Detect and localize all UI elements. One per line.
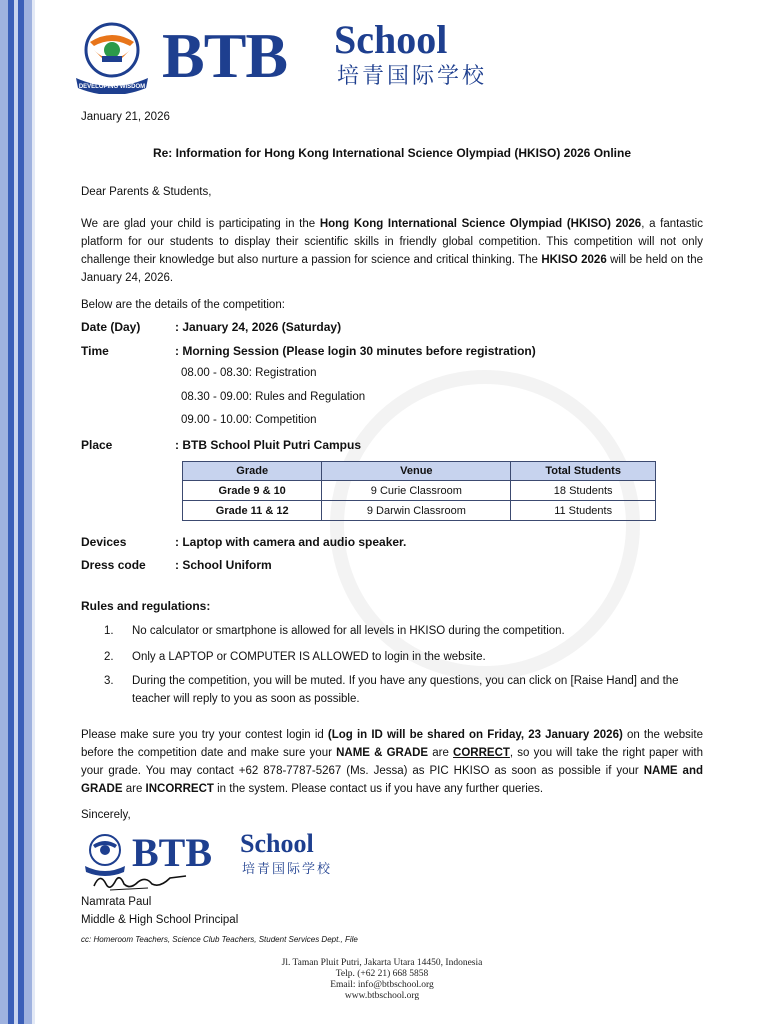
letter-subject: Re: Information for Hong Kong International Science Olympiad (HKISO) 2026 Online [152,146,632,160]
rules-title: Rules and regulations: [81,599,211,613]
details-intro: Below are the details of the competition: [81,299,285,311]
footer-address: Jl. Taman Pluit Putri, Jakarta Utara 14450, Indonesia [281,958,483,968]
schedule-item: 08.30 - 09.00: Rules and Regulation [181,391,366,403]
footer-phone: Telp. (+62 21) 668 5858 [335,969,429,979]
detail-place [81,438,361,452]
school-logo [72,16,492,96]
detail-label: Time [81,344,109,358]
table-row [183,481,656,501]
table-header: Total Students [511,462,656,481]
table-header: Grade [183,462,322,481]
side-stripe [32,0,35,1024]
logo-btb-text: BTB [132,830,213,875]
closing-paragraph: Please make sure you try your contest login id (Log in ID will be shared on Friday, 23 January 2026) on the website before the competition date and make sure your NAME & GRADE are CORRECT, so you will take the right paper with your grade. You may contact +62 878-7787-5267 (Ms. Jessa) as PIC HKISO as soon as possible if your NAME and GRADE are INCORRECT in the system. Please contact us if you have any further queries. [81,729,704,795]
footer-email: Email: info@btbschool.org [330,980,434,990]
table-cell: Grade 11 & 12 [183,501,322,521]
letter-date: January 21, 2026 [81,111,170,123]
table-header: Venue [322,462,511,481]
table-header-row [183,462,656,481]
signer-name: Namrata Paul [81,896,152,908]
school-emblem-icon [72,20,152,94]
rule-number: 3. [104,675,114,687]
footer-contact [232,958,532,1002]
closing-sincerely: Sincerely, [81,809,131,821]
rule-text: No calculator or smartphone is allowed for all levels in HKISO during the competition. [132,625,565,637]
table-row [183,501,656,521]
rule-number: 2. [104,651,114,663]
footer-website: www.btbschool.org [344,991,420,1001]
logo-school-text: School [240,829,314,858]
detail-devices [81,535,406,549]
venue-table [182,461,656,521]
schedule-item: 08.00 - 08.30: Registration [181,367,317,379]
signer-role: Middle & High School Principal [81,914,239,926]
detail-label: Devices [81,535,127,549]
detail-dress-code [81,558,272,572]
rule-text: During the competition, you will be muted. If you have any questions, you can click on [Raise Hand] and the teacher will reply to you as soon as possible. [132,675,679,705]
intro-paragraph: We are glad your child is participating in the Hong Kong International Science Olympiad (HKISO) 2026, a fantastic platform for our students to display their scientific skills in friendly global competition. This competition will not only challenge their knowledge but also nurture a passion for science and critical thinking. The HKISO 2026 will be held on the January 24, 2026. [81,218,703,284]
rule-text: Only a LAPTOP or COMPUTER IS ALLOWED to login in the website. [132,651,486,663]
table-cell: 18 Students [511,481,656,501]
rule-number: 1. [104,625,114,637]
detail-value: : School Uniform [175,558,272,572]
detail-label: Dress code [81,558,146,572]
logo-btb-text: BTB [162,20,288,91]
side-stripe [24,0,32,1024]
logo-school-text: School [334,17,448,62]
cc-line: cc: Homeroom Teachers, Science Club Teachers, Student Services Dept., File [81,935,358,944]
logo-chinese-text: 培青国际学校 [337,64,488,89]
logo-chinese-text: 培青国际学校 [242,861,333,876]
detail-time [81,344,536,358]
detail-label: Date (Day) [81,320,141,334]
svg-text:DEVELOPING WISDOM: DEVELOPING WISDOM [78,84,146,90]
detail-value: : Morning Session (Please login 30 minutes before registration) [175,344,536,358]
table-cell: 11 Students [511,501,656,521]
schedule-item: 09.00 - 10.00: Competition [181,414,317,426]
side-stripe [0,0,8,1024]
detail-value: : January 24, 2026 (Saturday) [175,320,342,334]
table-cell: Grade 9 & 10 [183,481,322,501]
detail-value: : Laptop with camera and audio speaker. [175,535,407,549]
detail-date [81,320,341,334]
handwritten-signature [90,866,200,894]
table-cell: 9 Darwin Classroom [322,501,511,521]
detail-label: Place [81,438,113,452]
salutation: Dear Parents & Students, [81,186,212,198]
detail-value: : BTB School Pluit Putri Campus [175,438,362,452]
table-cell: 9 Curie Classroom [322,481,511,501]
